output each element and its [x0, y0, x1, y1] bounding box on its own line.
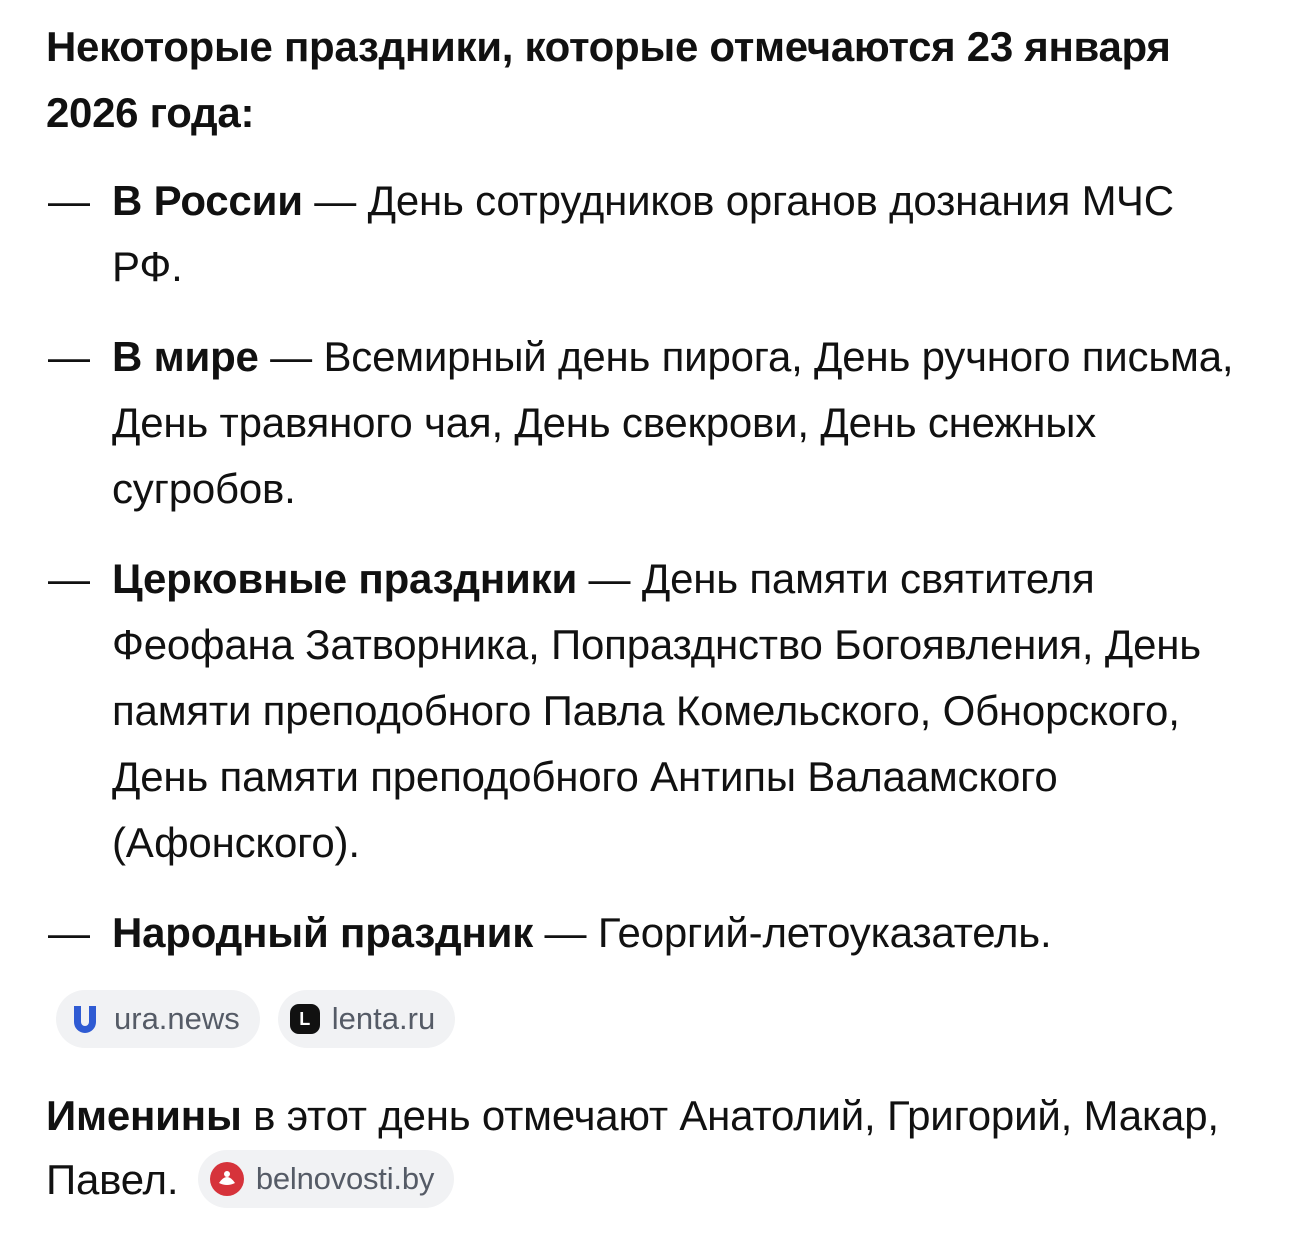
holiday-list	[46, 168, 1246, 966]
list-dash: —	[48, 555, 90, 602]
list-item	[46, 900, 1246, 966]
list-item	[46, 546, 1246, 876]
lenta-ru-favicon-icon: L	[290, 1004, 320, 1034]
belnovosti-favicon-icon	[210, 1162, 244, 1196]
source-label: belnovosti.by	[255, 1160, 435, 1196]
list-dash: —	[48, 909, 90, 956]
list-dash: —	[48, 333, 90, 380]
item-title: В мире	[112, 333, 259, 380]
source-label: lenta.ru	[331, 1001, 436, 1036]
item-title: Народный праздник	[112, 909, 534, 956]
item-text: Георгий-летоуказатель.	[597, 909, 1052, 956]
source-chip-belnovosti[interactable]	[198, 1150, 454, 1208]
list-item	[46, 168, 1246, 300]
item-text: Всемирный день пирога, День ручного письма, День травяного чая, День свекрови, День снежных сугробов.	[112, 333, 1234, 512]
source-chip-ura-news[interactable]	[56, 990, 260, 1048]
item-separator: —	[302, 177, 368, 224]
item-title: Церковные праздники	[112, 555, 578, 602]
item-separator: —	[577, 555, 642, 602]
item-separator: —	[533, 909, 598, 956]
namedays-text: в этот день отмечают Анатолий, Григорий, Макар, Павел.	[46, 1092, 1219, 1203]
item-text: День памяти святителя Феофана Затворника, Попразднство Богоявления, День памяти преподобного Павла Комельского, Обнорского, День памяти преподобного Антипы Валаамского (Афонского).	[112, 555, 1201, 866]
namedays-paragraph	[46, 1084, 1246, 1212]
item-text: День сотрудников органов дознания МЧС РФ.	[112, 177, 1174, 290]
list-item	[46, 324, 1246, 522]
answer-heading: Некоторые праздники, которые отмечаются 23 января 2026 года:	[46, 23, 1171, 136]
list-dash: —	[48, 177, 90, 224]
source-label: ura.news	[114, 1001, 240, 1036]
item-title: В России	[112, 177, 303, 224]
ura-news-favicon-icon	[68, 1002, 102, 1036]
namedays-title: Именины	[46, 1092, 242, 1139]
sources-row	[56, 990, 1246, 1048]
source-chip-lenta-ru[interactable]	[278, 990, 455, 1048]
item-separator: —	[258, 333, 324, 380]
